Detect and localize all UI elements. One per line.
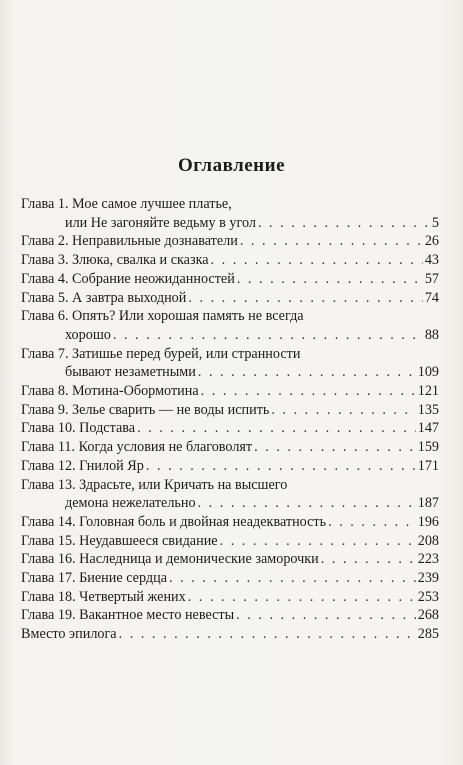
- dot-leader: [137, 419, 416, 438]
- entry-title: Вместо эпилога: [21, 626, 117, 643]
- entry-title: Глава 14. Головная боль и двойная неадекватность: [21, 513, 327, 530]
- dot-leader: [240, 232, 423, 251]
- page-number: 208: [417, 532, 439, 549]
- toc-line: [21, 214, 439, 233]
- dot-leader: [188, 289, 422, 308]
- toc-entry: [21, 307, 439, 344]
- entry-title: Глава 3. Злюка, свалка и сказка: [21, 252, 209, 269]
- toc-entry: [21, 382, 439, 401]
- toc-line: [21, 382, 439, 401]
- page-number: 43: [424, 252, 439, 269]
- toc-entry: [21, 401, 439, 420]
- page-number: 285: [417, 626, 439, 643]
- entry-title: Глава 13. Здрасьте, или Кричать на высшего: [21, 476, 288, 493]
- toc-entry: [21, 289, 439, 308]
- dot-leader: [211, 251, 423, 270]
- entry-title: Глава 16. Наследница и демонические заморочки: [21, 551, 319, 568]
- toc-line: [21, 550, 439, 569]
- entry-title: Глава 11. Когда условия не благоволят: [21, 439, 253, 456]
- entry-title: Глава 2. Неправильные дознаватели: [21, 233, 238, 250]
- toc-entry: [21, 513, 439, 532]
- toc-line: [21, 438, 439, 457]
- toc-entry: [21, 550, 439, 569]
- toc-line: [21, 513, 439, 532]
- entry-title: Глава 6. Опять? Или хорошая память не всегда: [21, 308, 304, 325]
- entry-title: Глава 5. А завтра выходной: [21, 289, 187, 306]
- entry-title: или Не загоняйте ведьму в угол: [65, 214, 256, 231]
- toc-entry: [21, 270, 439, 289]
- page-number: 109: [417, 364, 439, 381]
- toc-line: [21, 569, 439, 588]
- toc-line: [21, 195, 439, 214]
- toc-line: [21, 345, 439, 364]
- toc-line: [21, 289, 439, 308]
- toc-line: [21, 457, 439, 476]
- entry-title: Глава 1. Мое самое лучшее платье,: [21, 196, 232, 212]
- toc-line: [21, 363, 439, 382]
- toc-entry: [21, 625, 439, 644]
- page-number: 239: [417, 570, 439, 587]
- toc-entry: [21, 588, 439, 607]
- dot-leader: [271, 401, 415, 420]
- entry-title: Глава 19. Вакантное место невесты: [21, 607, 235, 624]
- toc-entry: [21, 345, 439, 382]
- toc-line: [21, 419, 439, 438]
- page-number: 187: [417, 495, 439, 512]
- entry-title: демона нежелательно: [65, 495, 196, 512]
- dot-leader: [198, 494, 416, 513]
- entry-title: Глава 10. Подстава: [21, 420, 136, 437]
- dot-leader: [198, 363, 416, 382]
- entry-title: бывают незаметными: [65, 364, 196, 381]
- page-number: 88: [424, 326, 439, 343]
- entry-title: Глава 8. Мотина-Обормотина: [21, 383, 199, 400]
- toc-line: [21, 532, 439, 551]
- toc-entry: [21, 251, 439, 270]
- page-number: 171: [417, 457, 439, 474]
- toc-entry: [21, 569, 439, 588]
- dot-leader: [220, 532, 416, 551]
- toc-entry: [21, 606, 439, 625]
- entry-title: хорошо: [65, 326, 111, 343]
- page-number: 159: [417, 439, 439, 456]
- dot-leader: [169, 569, 416, 588]
- page-number: 223: [417, 551, 439, 568]
- toc-line: [21, 588, 439, 607]
- page-title: Оглавление: [177, 155, 286, 176]
- entry-title: Глава 15. Неудавшееся свидание: [21, 532, 218, 549]
- toc-line: [21, 232, 439, 251]
- table-of-contents: [21, 195, 439, 644]
- dot-leader: [201, 382, 416, 401]
- page-number: 57: [424, 270, 439, 287]
- dot-leader: [113, 326, 423, 345]
- toc-line: [21, 270, 439, 289]
- toc-line: [21, 251, 439, 270]
- entry-title: Глава 18. Четвертый жених: [21, 588, 186, 605]
- entry-title: Глава 12. Гнилой Яр: [21, 457, 144, 474]
- entry-title: Глава 9. Зелье сварить — не воды испить: [21, 401, 270, 418]
- entry-title: Глава 17. Биение сердца: [21, 570, 167, 587]
- toc-line: [21, 326, 439, 345]
- dot-leader: [321, 550, 416, 569]
- page-number: 147: [417, 420, 439, 437]
- toc-entry: [21, 419, 439, 438]
- page-number: 26: [424, 233, 439, 250]
- page-number: 253: [417, 588, 439, 605]
- page-number: 5: [431, 214, 439, 231]
- entry-title: Глава 7. Затишье перед бурей, или странности: [21, 345, 301, 362]
- toc-entry: [21, 438, 439, 457]
- toc-entry: [21, 532, 439, 551]
- toc-entry: [21, 476, 439, 513]
- toc-entry: [21, 457, 439, 476]
- dot-leader: [237, 270, 423, 289]
- toc-line: [21, 494, 439, 513]
- dot-leader: [119, 625, 416, 644]
- dot-leader: [188, 588, 416, 607]
- entry-title: Глава 4. Собрание неожиданностей: [21, 270, 235, 287]
- dot-leader: [258, 214, 430, 233]
- toc-line: [21, 625, 439, 644]
- page-number: 196: [417, 513, 439, 530]
- toc-entry: [21, 195, 439, 232]
- page-number: 121: [417, 383, 439, 400]
- dot-leader: [328, 513, 416, 532]
- dot-leader: [146, 457, 416, 476]
- toc-line: [21, 307, 439, 326]
- page-number: 135: [417, 401, 439, 418]
- toc-entry: [21, 232, 439, 251]
- page-number: 268: [417, 607, 439, 624]
- dot-leader: [254, 438, 416, 457]
- toc-line: [21, 606, 439, 625]
- toc-line: [21, 476, 439, 495]
- dot-leader: [236, 606, 416, 625]
- toc-line: [21, 401, 439, 420]
- page-number: 74: [424, 289, 439, 306]
